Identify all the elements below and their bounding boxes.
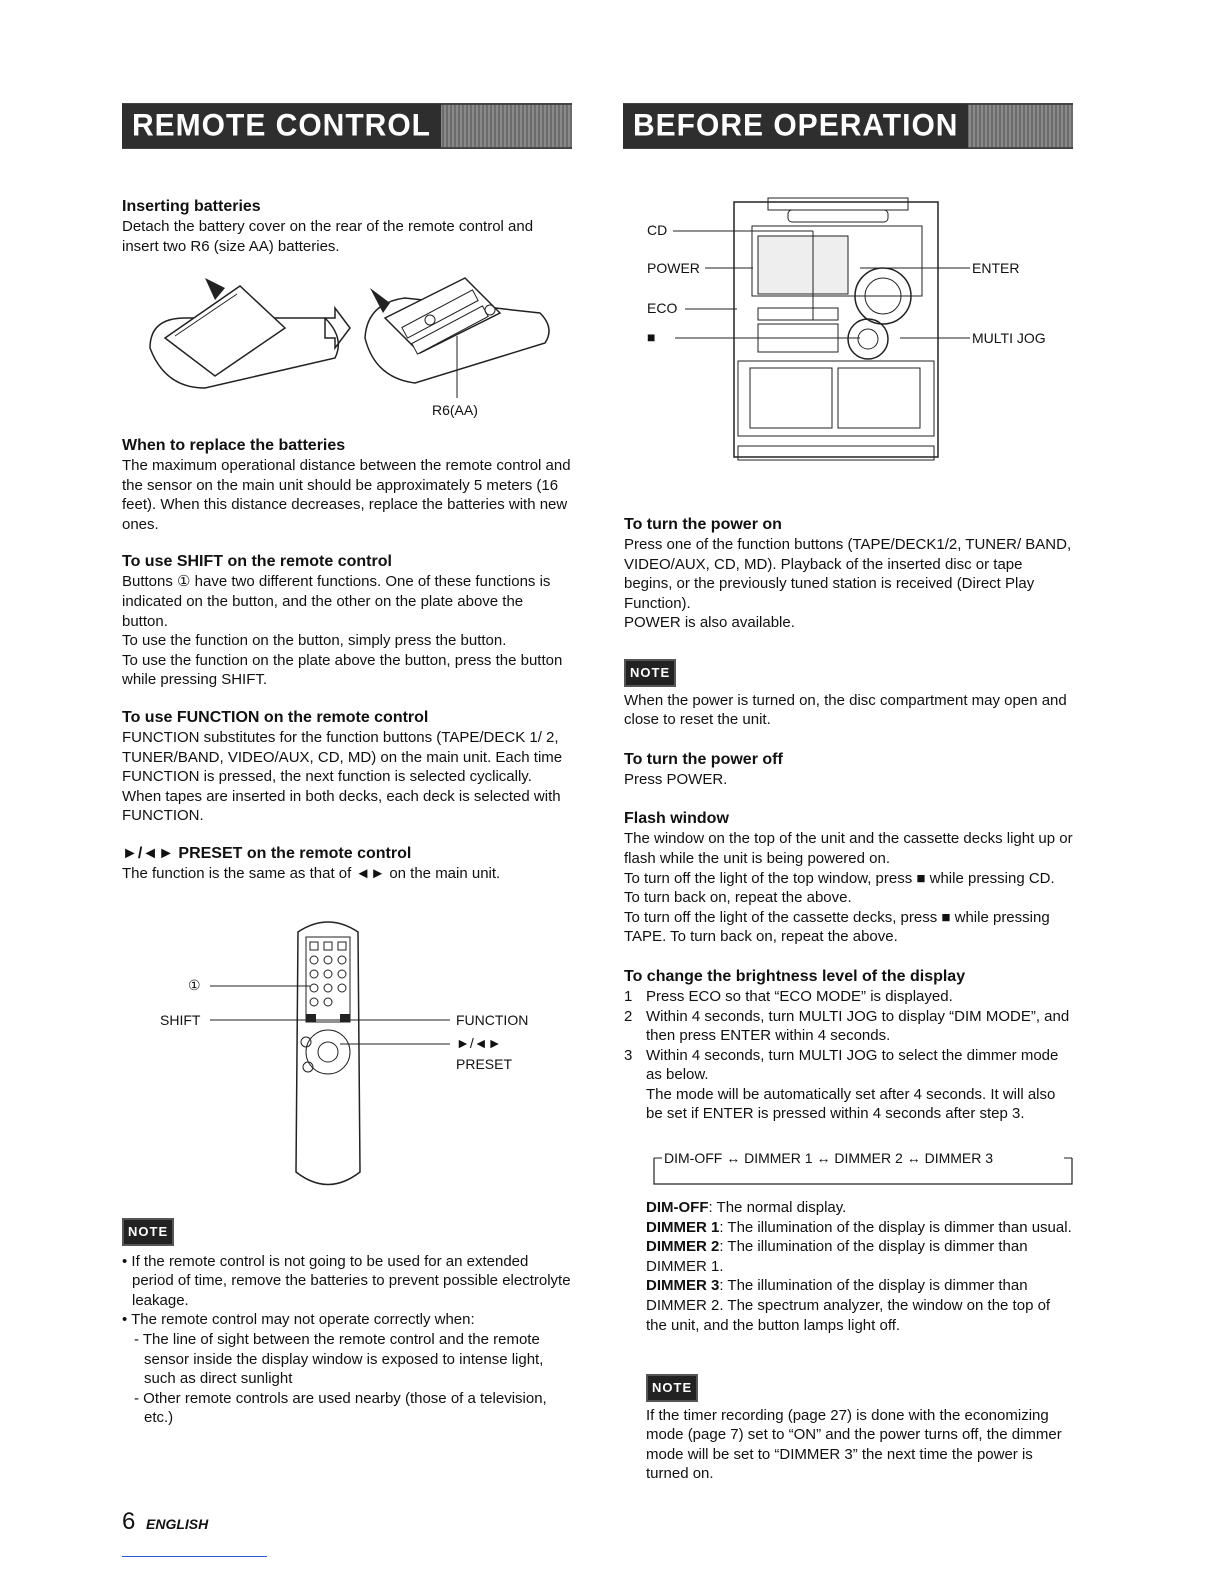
note-right-2-body: If the timer recording (page 27) is done with the economizing mode (page 7) set to “ON” and the power turns off, the dimmer mode will be set to “DIMMER 3” the next time the power is turned on. xyxy=(646,1406,1062,1483)
note-right-1-body: When the power is turned on, the disc compartment may open and close to reset the unit. xyxy=(624,691,1067,729)
def-text: : The illumination of the display is dimmer than DIMMER 2. The spectrum analyzer, the window on the top of the unit, and the button lamps light off. xyxy=(646,1277,1051,1334)
power-on-body: Press one of the function buttons (TAPE/DECK1/2, TUNER/ BAND, VIDEO/AUX, CD, MD). Playback of the inserted disc or tape begins, or the previously tuned station is received (Direct Play Function). xyxy=(624,536,1072,612)
def-term: DIMMER 2 xyxy=(646,1238,720,1256)
footer-language: ENGLISH xyxy=(146,1516,209,1532)
right-banner xyxy=(623,103,1073,149)
page-number: 6 xyxy=(122,1508,136,1535)
power-off-heading: To turn the power off xyxy=(624,750,783,768)
dimmer-flow-row xyxy=(664,1150,993,1166)
flow-dimmer-3: DIMMER 3 xyxy=(924,1150,994,1166)
battery-label: R6(AA) xyxy=(432,402,478,418)
flow-dimmer-1: DIMMER 1 xyxy=(744,1150,813,1166)
inserting-heading: Inserting batteries xyxy=(122,198,261,215)
inserting-body: Detach the battery cover on the rear of the remote control and insert two R6 (size AA) batteries. xyxy=(122,218,534,255)
left-column-middle xyxy=(122,436,572,884)
note-left-item-2: • The remote control may not operate correctly when: xyxy=(122,1311,475,1329)
right-banner-title: BEFORE OPERATION xyxy=(623,104,968,148)
callout-stop: ■ xyxy=(647,329,656,345)
remote-callout-lines xyxy=(200,980,460,1050)
note-badge-right-1: NOTE xyxy=(624,659,676,687)
def-text: : The normal display. xyxy=(708,1199,847,1216)
def-text: : The illumination of the display is dimmer than DIMMER 1. xyxy=(646,1238,1028,1275)
remote-illustration xyxy=(288,912,368,1197)
stereo-callout-lines xyxy=(665,225,970,350)
brightness-step xyxy=(624,1007,1074,1046)
brightness-heading: To change the brightness level of the display xyxy=(624,967,966,985)
dimmer-definitions xyxy=(646,1198,1074,1335)
function-body: FUNCTION substitutes for the function buttons (TAPE/DECK 1/ 2, TUNER/BAND, VIDEO/AUX, CD, MD) on the main unit. Each time FUNCTION is pressed, the next function is selected cyclically. When tapes are inserted in both decks, each deck is selected with FUNCTION. xyxy=(122,728,563,825)
left-column-top xyxy=(122,197,572,256)
note-left-item-1: • If the remote control is not going to be used for an extended period of time, remove the batteries to prevent possible electrolyte leakage. xyxy=(122,1252,571,1309)
shift-body-2: To use the function on the button, simply press the button. xyxy=(122,632,507,650)
replace-body: The maximum operational distance between the remote control and the sensor on the main unit should be approximately 5 meters (16 feet). When this distance decreases, replace the batteries with new ones. xyxy=(122,457,571,533)
def-text: : The illumination of the display is dimmer than usual. xyxy=(719,1218,1072,1236)
remote-callout-preset-symbol: ►/◄► xyxy=(456,1035,502,1051)
flow-arrow: ↔ xyxy=(816,1150,831,1166)
remote-callout-function: FUNCTION xyxy=(456,1012,529,1028)
callout-enter: ENTER xyxy=(972,260,1020,276)
shift-body-3: To use the function on the plate above the button, press the button while pressing SHIFT. xyxy=(122,651,563,689)
remote-callout-shift: SHIFT xyxy=(160,1012,201,1028)
step3-more: The mode will be automatically set after 4 seconds. It will also be set if ENTER is pressed within 4 seconds after step 3. xyxy=(646,1085,1056,1123)
def-term: DIM-OFF xyxy=(646,1199,709,1216)
note-badge-left: NOTE xyxy=(122,1218,174,1246)
power-off-body: Press POWER. xyxy=(624,770,728,788)
footer-rule xyxy=(122,1556,267,1557)
preset-heading: ►/◄► PRESET on the remote control xyxy=(122,844,412,862)
def-term: DIMMER 1 xyxy=(646,1218,720,1236)
def-dim-off xyxy=(646,1198,1074,1218)
step-text: Within 4 seconds, turn MULTI JOG to display “DIM MODE”, and then press ENTER within 4 seconds. xyxy=(646,1007,1070,1045)
left-banner xyxy=(122,103,572,149)
flash-body-3: To turn off the light of the cassette decks, press ■ while pressing TAPE. To turn back on, repeat the above. xyxy=(624,908,1050,946)
step-text: Within 4 seconds, turn MULTI JOG to select the dimmer mode as below. xyxy=(646,1046,1059,1084)
def-dimmer-2 xyxy=(646,1237,1074,1276)
remote-callout-circled-one: ① xyxy=(188,977,201,993)
function-heading: To use FUNCTION on the remote control xyxy=(122,708,429,726)
callout-cd: CD xyxy=(647,222,668,238)
right-column xyxy=(624,515,1074,1124)
brightness-step xyxy=(624,987,1074,1007)
callout-eco: ECO xyxy=(647,300,678,316)
brightness-step xyxy=(624,1046,1074,1085)
shift-heading: To use SHIFT on the remote control xyxy=(122,553,392,571)
remote-callout-preset: PRESET xyxy=(456,1056,513,1072)
flow-dimmer-2: DIMMER 2 xyxy=(834,1150,903,1166)
brightness-steps xyxy=(624,987,1074,1085)
note-left-sub-2: - Other remote controls are used nearby (those of a television, etc.) xyxy=(134,1389,547,1427)
step-number: 1 xyxy=(624,987,633,1005)
flash-body-2: To turn off the light of the top window, press ■ while pressing CD. To turn back on, repeat the above. xyxy=(624,869,1055,907)
note-left-sub-1: - The line of sight between the remote control and the remote sensor inside the display window is exposed to intense light, such as direct sunlight xyxy=(134,1330,544,1388)
power-on-body-2: POWER is also available. xyxy=(624,614,795,632)
dimmer-flow-diagram xyxy=(650,1150,1074,1188)
step-number: 3 xyxy=(624,1046,633,1064)
callout-multi-jog: MULTI JOG xyxy=(972,330,1046,346)
preset-body: The function is the same as that of ◄► on the main unit. xyxy=(122,864,501,882)
flow-arrow: ↔ xyxy=(906,1150,921,1166)
left-note xyxy=(122,1218,572,1428)
flash-body-1: The window on the top of the unit and the cassette decks light up or flash while the unit is being powered on. xyxy=(624,830,1073,867)
shift-body-1: Buttons ① have two different functions. One of these functions is indicated on the button, and the other on the plate above the button. xyxy=(122,573,551,630)
flow-arrow: ↔ xyxy=(726,1150,741,1166)
callout-power: POWER xyxy=(647,260,700,276)
def-term: DIMMER 3 xyxy=(646,1277,720,1295)
battery-illustration xyxy=(145,258,565,408)
def-dimmer-3 xyxy=(646,1276,1074,1335)
power-on-heading: To turn the power on xyxy=(624,516,782,533)
replace-heading: When to replace the batteries xyxy=(122,437,346,454)
step-text: Press ECO so that “ECO MODE” is displayed. xyxy=(646,987,953,1005)
left-banner-title: REMOTE CONTROL xyxy=(122,104,441,148)
def-dimmer-1 xyxy=(646,1218,1074,1238)
step-number: 2 xyxy=(624,1007,633,1025)
right-note-2 xyxy=(646,1374,1074,1484)
flow-dim-off: DIM-OFF xyxy=(664,1150,723,1166)
flash-heading: Flash window xyxy=(624,810,729,828)
note-badge-right-2: NOTE xyxy=(646,1374,698,1402)
